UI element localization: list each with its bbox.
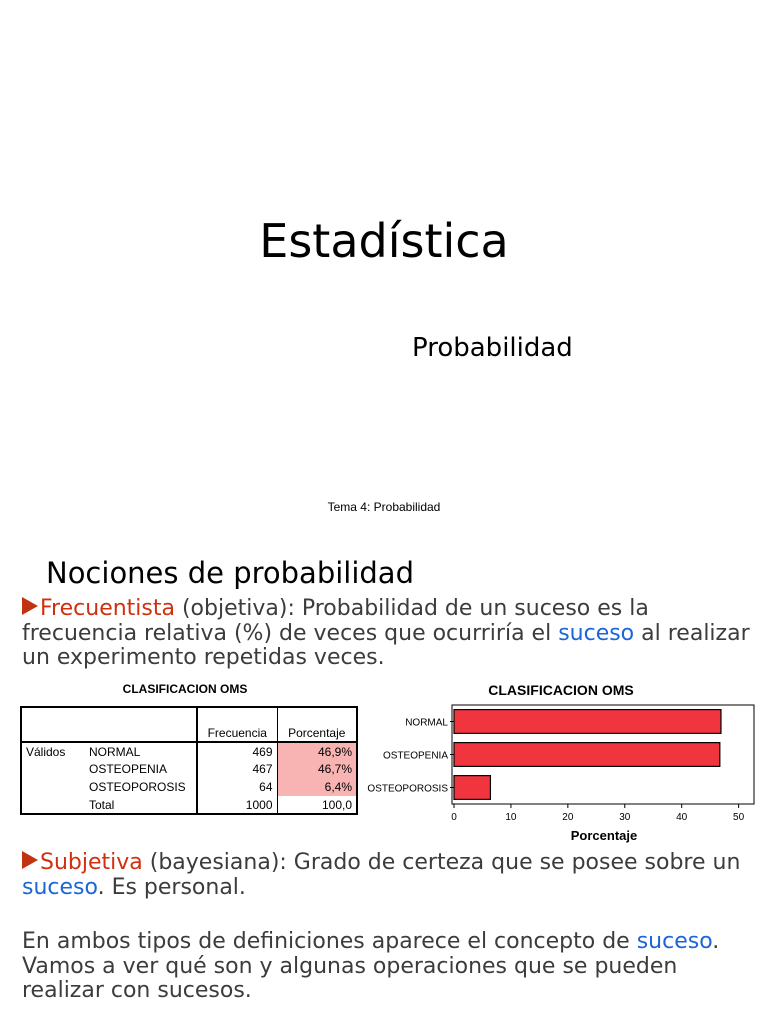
p1-text-1: (objetiva): Probabilidad de un suceso es la frecuencia relativa (%) de veces que ocurriría el	[22, 596, 649, 646]
y-tick-label: OSTEOPENIA	[382, 750, 448, 762]
x-tick-label: 20	[562, 812, 574, 823]
row-label: OSTEOPENIA	[89, 762, 168, 776]
x-tick-label: 30	[619, 812, 631, 823]
term-subjetiva: Subjetiva	[40, 850, 143, 875]
slide-footer: Tema 4: Probabilidad	[327, 500, 441, 514]
x-tick-label: 40	[676, 812, 688, 823]
link-suceso[interactable]: suceso	[636, 929, 713, 954]
paragraph-subjetiva	[22, 851, 762, 900]
p1-text-2: al realizar un experimento repetidas veces.	[22, 620, 750, 670]
table-row	[21, 760, 357, 778]
bar-osteopenia	[454, 743, 720, 767]
frequency-table	[20, 706, 358, 815]
p2-text-1: (bayesiana): Grado de certeza que se posee sobre un	[142, 850, 741, 875]
paragraph-conclusion	[22, 930, 762, 1004]
chart-title: CLASIFICACION OMS	[488, 682, 634, 698]
table-header-row	[21, 707, 357, 742]
header-porcentaje: Porcentaje	[277, 707, 357, 742]
row-freq: 467	[197, 760, 277, 778]
table-row	[21, 742, 357, 760]
row-pct: 46,7%	[277, 760, 357, 778]
link-suceso[interactable]: suceso	[22, 874, 98, 900]
group-label: Válidos	[21, 742, 85, 760]
row-label: NORMAL	[85, 742, 197, 760]
bar-chart	[362, 678, 758, 848]
slide-title: Estadística	[259, 214, 509, 268]
row-label: Total	[85, 796, 197, 814]
row-label: OSTEOPOROSIS	[89, 780, 186, 794]
row-freq: 469	[197, 742, 277, 760]
triangle-bullet-icon	[22, 851, 38, 869]
bar-normal	[454, 710, 721, 734]
header-frecuencia: Frecuencia	[197, 707, 277, 742]
row-pct: 6,4%	[277, 778, 357, 796]
table-row-total	[21, 796, 357, 814]
table-title: CLASIFICACION OMS	[122, 682, 248, 696]
x-tick-label: 50	[733, 812, 745, 823]
y-tick-label: OSTEOPOROSIS	[367, 783, 448, 795]
p3-text-2: . Vamos a ver qué son y algunas operaciones que se pueden realizar con sucesos.	[22, 929, 720, 1003]
row-pct: 46,9%	[277, 742, 357, 760]
bar-osteoporosis	[454, 776, 490, 800]
x-tick-label: 0	[451, 812, 457, 823]
section-heading: Nociones de probabilidad	[46, 556, 414, 590]
term-frecuentista: Frecuentista	[40, 596, 175, 621]
slide-subtitle: Probabilidad	[412, 333, 573, 363]
p2-text-2: . Es personal.	[97, 874, 246, 900]
row-freq: 1000	[197, 796, 277, 814]
paragraph-frecuentista	[22, 597, 762, 671]
y-tick-label: NORMAL	[405, 717, 448, 729]
row-pct: 100,0	[277, 796, 357, 814]
link-suceso[interactable]: suceso	[558, 620, 635, 646]
triangle-bullet-icon	[22, 597, 38, 615]
table-row	[21, 778, 357, 796]
row-freq: 64	[197, 778, 277, 796]
x-tick-label: 10	[505, 812, 517, 823]
x-axis-label: Porcentaje	[570, 828, 638, 843]
p3-text-1: En ambos tipos de definiciones aparece el concepto de	[22, 929, 637, 954]
